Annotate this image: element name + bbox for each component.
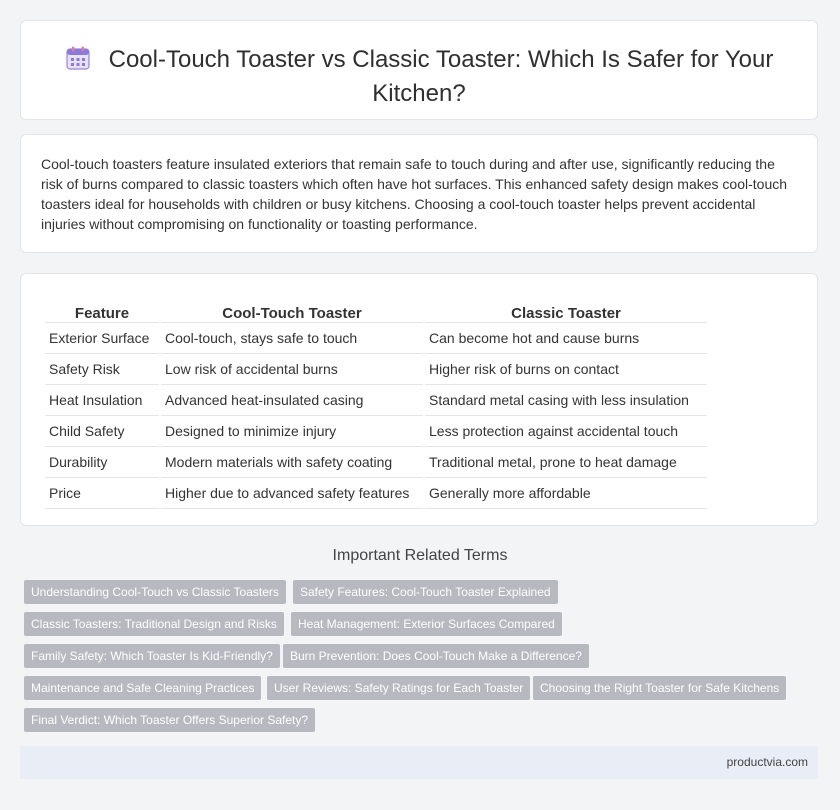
table-cell: Safety Risk: [45, 354, 159, 385]
related-tag[interactable]: Final Verdict: Which Toaster Offers Superior Safety?: [24, 708, 315, 732]
footer-site-link[interactable]: productvia.com: [726, 755, 808, 769]
table-cell: Cool-touch, stays safe to touch: [161, 323, 423, 354]
calendar-icon: [65, 45, 91, 79]
table-cell: Durability: [45, 447, 159, 478]
related-tag[interactable]: Maintenance and Safe Cleaning Practices: [24, 676, 261, 700]
comparison-table: [43, 294, 709, 509]
table-cell: Child Safety: [45, 416, 159, 447]
table-cell: Higher risk of burns on contact: [425, 354, 707, 385]
related-tag[interactable]: Heat Management: Exterior Surfaces Compared: [291, 612, 562, 636]
table-cell: Price: [45, 478, 159, 509]
related-tag[interactable]: Family Safety: Which Toaster Is Kid-Friendly?: [24, 644, 280, 668]
related-tag[interactable]: Choosing the Right Toaster for Safe Kitchens: [533, 676, 786, 700]
intro-card: [20, 134, 818, 253]
related-tag[interactable]: User Reviews: Safety Ratings for Each Toaster: [267, 676, 530, 700]
table-cell: Modern materials with safety coating: [161, 447, 423, 478]
footer: [20, 746, 818, 779]
table-cell: Less protection against accidental touch: [425, 416, 707, 447]
header-classic: Classic Toaster: [425, 294, 707, 323]
related-tag[interactable]: Burn Prevention: Does Cool-Touch Make a Difference?: [283, 644, 589, 668]
table-row: [45, 323, 707, 354]
table-cell: Can become hot and cause burns: [425, 323, 707, 354]
table-row: [45, 478, 707, 509]
intro-paragraph: Cool-touch toasters feature insulated exteriors that remain safe to touch during and after use, significantly reducing the risk of burns compared to classic toasters which often have hot surfaces. This enhanced safety design makes cool-touch toasters ideal for households with children or busy kitchens. Choosing a cool-touch toaster helps prevent accidental injuries without compromising on functionality or toasting performance.: [41, 156, 788, 232]
header-cool-touch: Cool-Touch Toaster: [161, 294, 423, 323]
related-tag[interactable]: Classic Toasters: Traditional Design and Risks: [24, 612, 284, 636]
comparison-card: [20, 273, 818, 526]
table-row: [45, 447, 707, 478]
table-row: [45, 416, 707, 447]
table-cell: Higher due to advanced safety features: [161, 478, 423, 509]
table-cell: Standard metal casing with less insulation: [425, 385, 707, 416]
related-tag[interactable]: Understanding Cool-Touch vs Classic Toasters: [24, 580, 286, 604]
table-cell: Exterior Surface: [45, 323, 159, 354]
title-card: [20, 20, 818, 120]
table-cell: Designed to minimize injury: [161, 416, 423, 447]
table-cell: Low risk of accidental burns: [161, 354, 423, 385]
table-header-row: [45, 294, 707, 323]
table-cell: Heat Insulation: [45, 385, 159, 416]
table-row: [45, 385, 707, 416]
table-cell: Generally more affordable: [425, 478, 707, 509]
table-cell: Advanced heat-insulated casing: [161, 385, 423, 416]
table-cell: Traditional metal, prone to heat damage: [425, 447, 707, 478]
related-terms-title: Important Related Terms: [332, 547, 508, 564]
page-title: Cool-Touch Toaster vs Classic Toaster: Which Is Safer for Your Kitchen?: [108, 46, 774, 107]
header-feature: Feature: [45, 294, 159, 323]
table-row: [45, 354, 707, 385]
related-tag[interactable]: Safety Features: Cool-Touch Toaster Explained: [293, 580, 558, 604]
page-title-row: [21, 45, 817, 109]
